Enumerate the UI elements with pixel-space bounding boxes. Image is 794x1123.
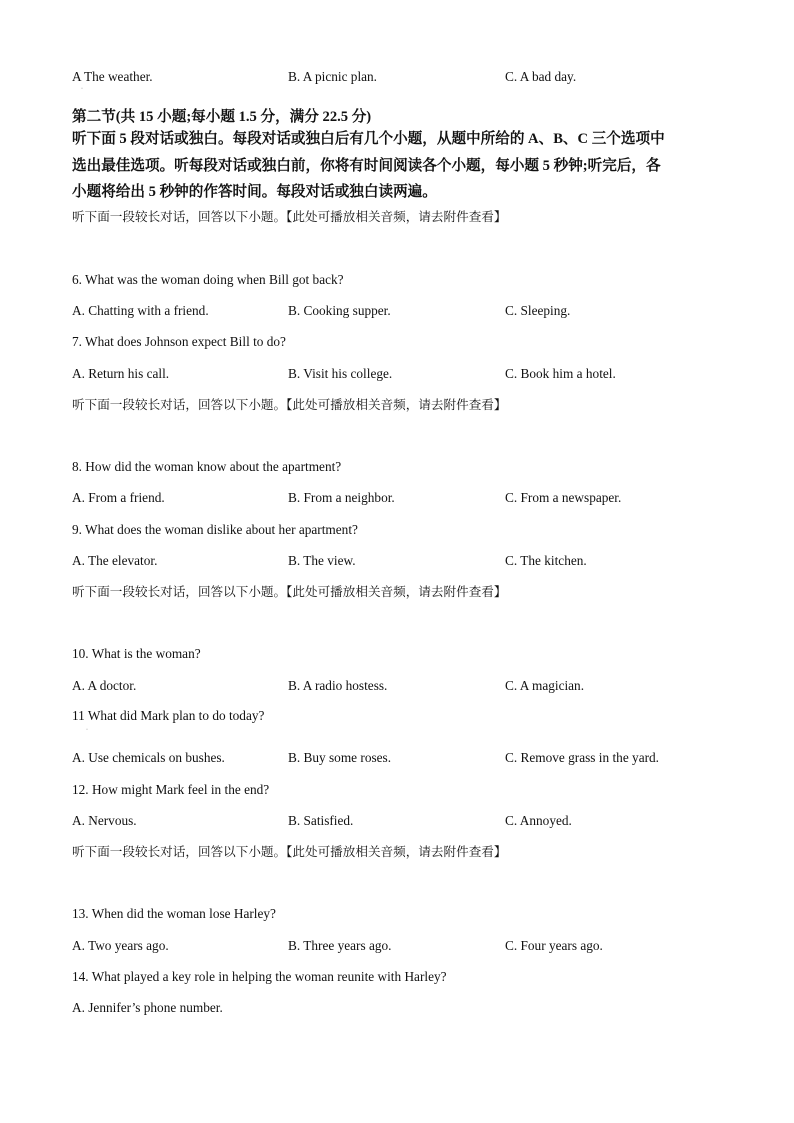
question-13: 13. When did the woman lose Harley? bbox=[72, 906, 276, 921]
q10-option-b: B. A radio hostess. bbox=[288, 678, 388, 693]
q9-option-a: A. The elevator. bbox=[72, 553, 158, 568]
q10-option-c: C. A magician. bbox=[505, 678, 585, 693]
q7-option-c: C. Book him a hotel. bbox=[505, 366, 616, 381]
question-8: 8. How did the woman know about the apartment? bbox=[72, 459, 342, 474]
instruction-line: 听下面 5 段对话或独白。每段对话或独白后有几个小题，从题中所给的 A、B、C 三个选项中 bbox=[72, 131, 665, 147]
audio-note: 听下面一段较长对话，回答以下小题。【此处可播放相关音频，请去附件查看】 bbox=[72, 397, 507, 412]
question-10: 10. What is the woman? bbox=[72, 646, 201, 661]
instruction-line: 小题将给出 5 秒钟的作答时间。每段对话或独白读两遍。 bbox=[72, 184, 437, 200]
q12-option-c: C. Annoyed. bbox=[505, 813, 572, 828]
instruction-line: 选出最佳选项。听每段对话或独白前，你将有时间阅读各个小题，每小题 5 秒钟;听完后，各 bbox=[72, 157, 661, 174]
q8-option-c: C. From a newspaper. bbox=[505, 490, 622, 505]
section-instructions bbox=[72, 126, 724, 206]
q9-option-c: C. The kitchen. bbox=[505, 553, 587, 568]
q11-option-b: B. Buy some roses. bbox=[288, 750, 392, 765]
question-12: 12. How might Mark feel in the end? bbox=[72, 782, 270, 797]
q5-option-c: C. A bad day. bbox=[505, 69, 577, 84]
q6-option-a: A. Chatting with a friend. bbox=[72, 303, 209, 318]
question-7: 7. What does Johnson expect Bill to do? bbox=[72, 334, 286, 349]
q13-option-a: A. Two years ago. bbox=[72, 938, 169, 953]
q11-option-a: A. Use chemicals on bushes. bbox=[72, 750, 225, 765]
question-14: 14. What played a key role in helping the woman reunite with Harley? bbox=[72, 969, 447, 984]
audio-note: 听下面一段较长对话，回答以下小题。【此处可播放相关音频，请去附件查看】 bbox=[72, 209, 507, 224]
q6-option-b: B. Cooking supper. bbox=[288, 303, 391, 318]
q11-option-c: C. Remove grass in the yard. bbox=[505, 750, 659, 765]
q9-option-b: B. The view. bbox=[288, 553, 356, 568]
q8-option-a: A. From a friend. bbox=[72, 490, 165, 505]
q12-option-b: B. Satisfied. bbox=[288, 813, 354, 828]
q7-option-a: A. Return his call. bbox=[72, 366, 170, 381]
audio-note: 听下面一段较长对话，回答以下小题。【此处可播放相关音频，请去附件查看】 bbox=[72, 844, 507, 859]
q14-option-a: A. Jennifer’s phone number. bbox=[72, 1000, 223, 1015]
question-11: 11 What did Mark plan to do today? bbox=[72, 708, 265, 723]
section-title: 第二节(共 15 小题;每小题 1.5 分，满分 22.5 分) bbox=[72, 109, 372, 125]
question-9: 9. What does the woman dislike about her apartment? bbox=[72, 522, 358, 537]
q13-option-b: B. Three years ago. bbox=[288, 938, 392, 953]
audio-note: 听下面一段较长对话，回答以下小题。【此处可播放相关音频，请去附件查看】 bbox=[72, 584, 507, 599]
q12-option-a: A. Nervous. bbox=[72, 813, 137, 828]
q8-option-b: B. From a neighbor. bbox=[288, 490, 395, 505]
question-6: 6. What was the woman doing when Bill got back? bbox=[72, 272, 344, 287]
q5-option-b: B. A picnic plan. bbox=[288, 69, 378, 84]
q7-option-b: B. Visit his college. bbox=[288, 366, 393, 381]
q6-option-c: C. Sleeping. bbox=[505, 303, 571, 318]
q13-option-c: C. Four years ago. bbox=[505, 938, 603, 953]
q5-option-a: A The weather. bbox=[72, 69, 153, 84]
q10-option-a: A. A doctor. bbox=[72, 678, 137, 693]
